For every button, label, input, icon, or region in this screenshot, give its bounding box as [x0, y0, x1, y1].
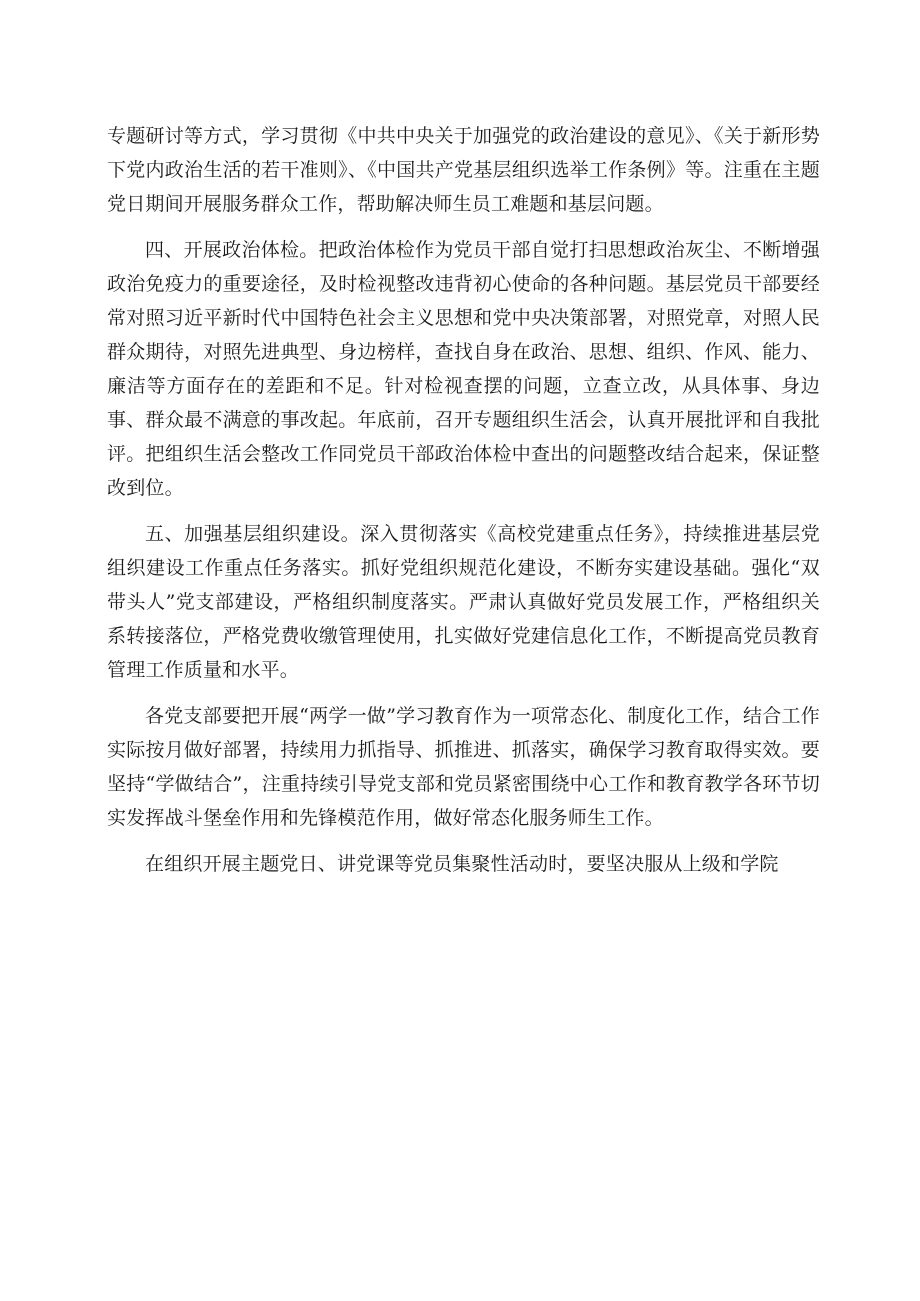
paragraph-grassroots-organization: 五、加强基层组织建设。深入贯彻落实《高校党建重点任务》，持续推进基层党组织建设工作重点任务落实。抓好党组织规范化建设，不断夯实建设基础。强化“双带头人”党支部建设，严格组织制度落实。严肃认真做好党员发展工作，严格组织关系转接落位，严格党费收缴管理使用，扎实做好党建信息化工作，不断提高党员教育管理工作质量和水平。 [107, 523, 820, 681]
paragraph-political-checkup: 四、开展政治体检。把政治体检作为党员干部自觉打扫思想政治灰尘、不断增强政治免疫力的重要途径，及时检视整改违背初心使命的各种问题。基层党员干部要经常对照习近平新时代中国特色社会主义思想和党中央决策部署，对照党章，对照人民群众期待，对照先进典型、身边榜样，查找自身在政治、思想、组织、作风、能力、廉洁等方面存在的差距和不足。针对检视查摆的问题，立查立改，从具体事、身边事、群众最不满意的事改起。年底前，召开专题组织生活会，认真开展批评和自我批评。把组织生活会整改工作同党员干部政治体检中查出的问题整改结合起来，保证整改到位。 [107, 239, 820, 499]
paragraph-continuation: 专题研讨等方式，学习贯彻《中共中央关于加强党的政治建设的意见》、《关于新形势下党内政治生活的若干准则》、《中国共产党基层组织选举工作条例》等。注重在主题党日期间开展服务群众工作，帮助解决师生员工难题和基层问题。 [107, 125, 820, 215]
paragraph-party-day-activities: 在组织开展主题党日、讲党课等党员集聚性活动时，要坚决服从上级和学院 [145, 853, 779, 875]
paragraph-party-branch-study: 各党支部要把开展“两学一做”学习教育作为一项常态化、制度化工作，结合工作实际按月做好部署，持续用力抓指导、抓推进、抓落实，确保学习教育取得实效。要坚持“学做结合”，注重持续引导党支部和党员紧密围绕中心工作和教育教学各环节切实发挥战斗堡垒作用和先锋模范作用，做好常态化服务师生工作。 [107, 705, 820, 829]
document-body [107, 119, 820, 893]
